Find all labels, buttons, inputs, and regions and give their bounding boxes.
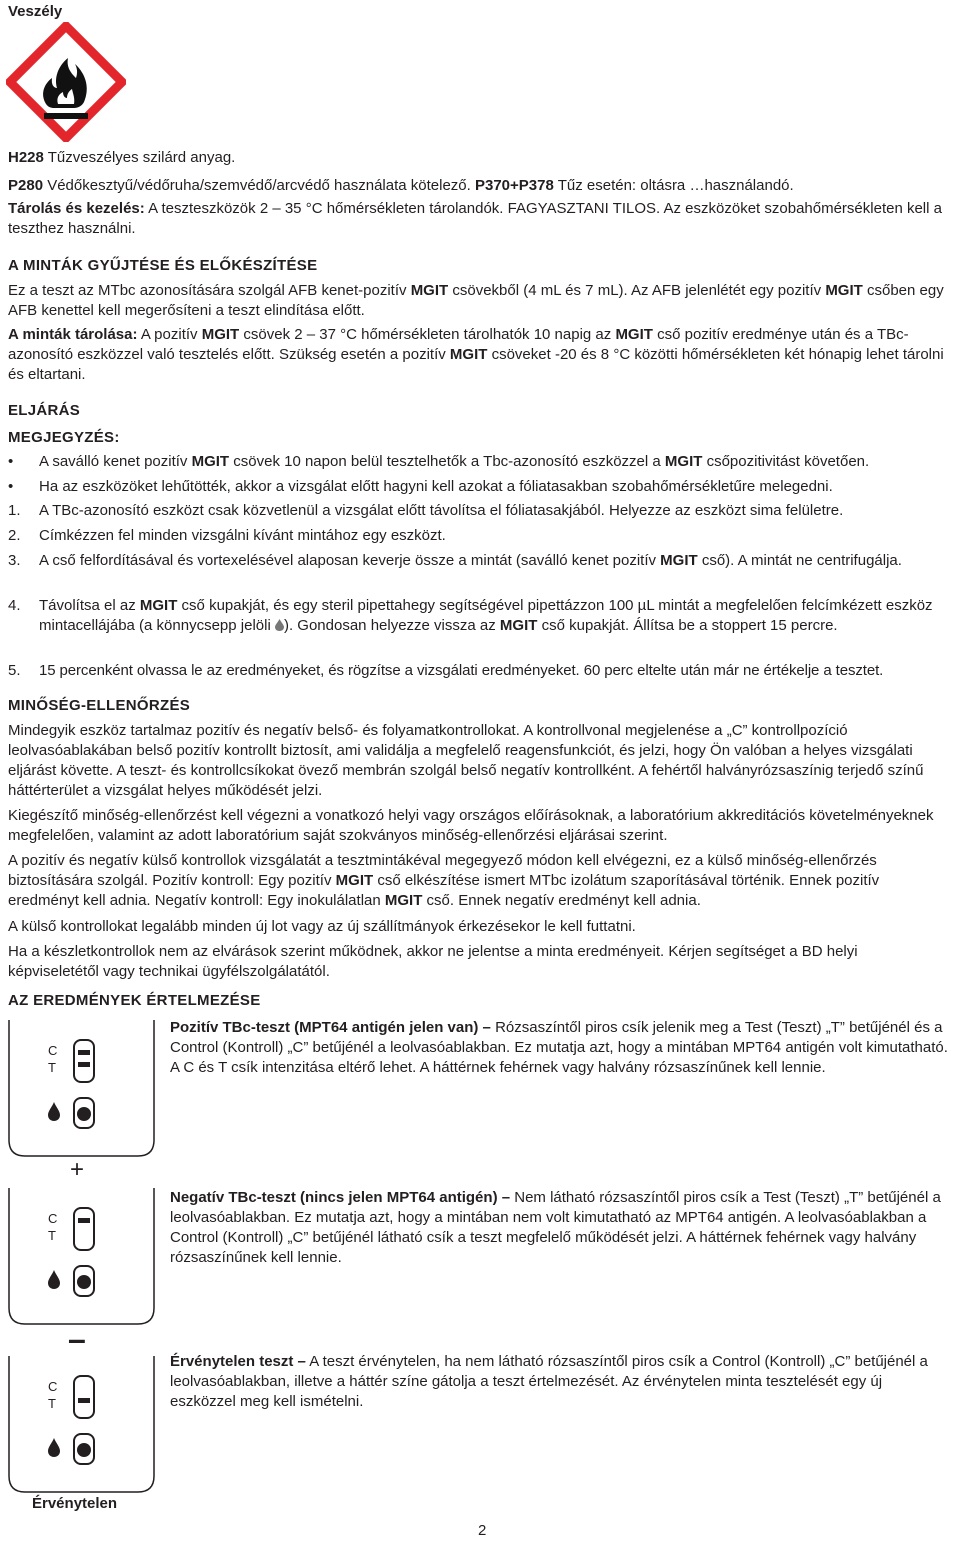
test-letter: T — [48, 1060, 56, 1075]
qc-paragraph-5: Ha a készletkontrollok nem az elvárások szerint működnek, akkor ne jelentse a minta eredményeit. Kérjen segítséget a BD helyi képviseletétől vagy technikai ügyfélszolgálatától. — [8, 943, 858, 980]
positive-device-illustration — [8, 1020, 156, 1158]
invalid-caption: Érvénytelen — [32, 1495, 118, 1512]
bullet-mark: • — [8, 453, 14, 470]
negative-description: Negatív TBc-teszt (nincs jelen MPT64 antigén) – Nem látható rózsaszíntől piros csík a Test (Teszt) „T” betűjénél a leolvasóablakban. Ez mutatja azt, hogy a mintában nem volt kimutatható az MPT64 antigén. A leolvasóablakban a Control (Kontroll) „C” betűjénél látható csík a teszt megfelelő működését jelzi. A háttérnek fehérnek vagy halvány rózsaszínűnek kell lennie. — [170, 1189, 941, 1266]
step-number: 1. — [8, 502, 21, 519]
qc-paragraph-3: A pozitív és negatív külső kontrollok vizsgálatát a tesztmintákéval megegyező módon kell elvégezni, ez a külső minőség-ellenőrzés biztosítására szolgál. Pozitív kontroll: Egy pozitív MGIT cső elkészítése ismert MTbc izolátum szaporításával történik. Ennek pozitív eredményt kell adnia. Negatív kontroll: Egy inokulálatlan MGIT cső. Ennek negatív eredményt kell adnia. — [8, 852, 880, 909]
qc-paragraph-2: Kiegészítő minőség-ellenőrzést kell végezni a vonatkozó helyi vagy országos előírásoknak, a laboratórium akkreditációs követelményeknek megfelelően, valamint az adott laboratórium saját szokványos minőség-ellenőrzési eljárásai szerint. — [8, 807, 934, 844]
note-bullet-2: Ha az eszközöket lehűtötték, akkor a vizsgálat előtt hagyni kell azokat a fóliatasakban szobahőmérsékletűre melegedni. — [39, 478, 833, 495]
positive-sign: + — [70, 1156, 85, 1183]
step-2: Címkézzen fel minden vizsgálni kívánt mintához egy eszközt. — [39, 527, 446, 544]
invalid-description: Érvénytelen teszt – A teszt érvénytelen, ha nem látható rózsaszíntől piros csík a Control (Kontroll) „C” betűjénél a leolvasóablakban, illetve a háttér színe gátolja a teszt értelmezését. Az érvénytelen minta tesztelését egy új eszközzel meg kell ismételni. — [170, 1353, 928, 1410]
negative-sign: – — [68, 1321, 86, 1357]
note-bullet-1: A saválló kenet pozitív MGIT csövek 10 napon belül tesztelhetők a Tbc-azonosító eszközzel a MGIT csőpozitivitást követően. — [39, 453, 870, 470]
sample-heading: A MINTÁK GYŰJTÉSE ÉS ELŐKÉSZÍTÉSE — [8, 257, 318, 274]
step-1: A TBc-azonosító eszközt csak közvetlenül a vizsgálat előtt távolítsa el fóliatasakjából. Helyezze az eszközt sima felületre. — [39, 502, 844, 519]
step-number: 3. — [8, 552, 21, 569]
step-3: A cső felfordításával és vortexelésével alaposan keverje össze a mintát (saválló kenet pozitív MGIT cső). A mintát ne centrifugálja. — [39, 552, 902, 569]
results-heading: AZ EREDMÉNYEK ÉRTELMEZÉSE — [8, 992, 261, 1009]
teardrop-icon — [275, 619, 284, 631]
invalid-device-illustration — [8, 1356, 156, 1494]
step-4: Távolítsa el az MGIT cső kupakját, és egy steril pipettahegy segítségével pipettázzon 100 µL mintát a megfelelően felcímkézett eszköz mintacellájába (a könnycsepp jelöli ). Gondosan helyezze vissza az MGIT cső kupakját. Állítsa be a stoppert 15 percre. — [39, 597, 933, 634]
test-letter: T — [48, 1396, 56, 1411]
test-letter: T — [48, 1228, 56, 1243]
step-number: 5. — [8, 662, 21, 679]
control-letter: C — [48, 1043, 58, 1058]
qc-heading: MINŐSÉG-ELLENŐRZÉS — [8, 697, 191, 714]
signal-word: Veszély — [8, 3, 63, 20]
flame-pictogram-icon — [6, 22, 126, 142]
step-number: 2. — [8, 527, 21, 544]
bullet-mark: • — [8, 478, 14, 495]
hazard-p280: P280 Védőkesztyű/védőruha/szemvédő/arcvédő használata kötelező. P370+P378 Tűz esetén: oltásra …használandó. — [8, 177, 794, 194]
step-5: 15 percenként olvassa le az eredményeket, és rögzítse a vizsgálati eredményeket. 60 perc eltelte után már ne értékelje a tesztet. — [39, 662, 884, 679]
sample-paragraph-2: A minták tárolása: A pozitív MGIT csövek 2 – 37 °C hőmérsékleten tárolhatók 10 napig az MGIT cső pozitív eredménye után és a TBc-azonosító eszközzel való tesztelés előtt. Szükség esetén a pozitív MGIT csöveket -20 és 8 °C közötti hőmérsékleten két hónapig lehet tárolni és eltartani. — [8, 326, 944, 383]
positive-description: Pozitív TBc-teszt (MPT64 antigén jelen van) – Rózsaszíntől piros csík jelenik meg a Test (Teszt) „T” betűjénél és a Control (Kontroll) „C” betűjénél a leolvasóablakban. Ez mutatja azt, hogy a mintában MPT64 antigén volt kimutatható. A C és T csík intenzitása eltérő lehet. A háttérnek fehérnek vagy halvány rózsaszínűnek kell lennie. — [170, 1019, 948, 1076]
sample-paragraph-1: Ez a teszt az MTbc azonosítására szolgál AFB kenet-pozitív MGIT csövekből (4 mL és 7 mL). Az AFB jelenlétét egy pozitív MGIT csőben egy AFB kenettel kell megerősíteni a teszt elindítása előtt. — [8, 282, 944, 319]
procedure-heading: ELJÁRÁS — [8, 402, 81, 419]
control-letter: C — [48, 1379, 58, 1394]
qc-paragraph-4: A külső kontrollokat legalább minden új lot vagy az új szállítmányok érkezésekor le kell futtatni. — [8, 918, 636, 935]
qc-paragraph-1: Mindegyik eszköz tartalmaz pozitív és negatív belső- és folyamatkontrollokat. A kontrollvonal megjelenése a „C” kontrollpozíció leolvasóablakában belső pozitív kontrollt biztosít, ami validálja a megfelelő reagensfunkciót, és jelzi, hogy Ön valóban a helyes vizsgálati eljárást követte. A teszt- és kontrollcsíkokat övező membrán szolgál belső negatív kontrollként. A fehértől halványrózsaszínig terjedő színű háttérterület a vizsgálat helyes működését jelzi. — [8, 722, 924, 799]
storage-paragraph: Tárolás és kezelés: A teszteszközök 2 – 35 °C hőmérsékleten tárolandók. FAGYASZTANI TILOS. Az eszközöket szobahőmérsékleten kell a teszthez használni. — [8, 200, 942, 237]
control-letter: C — [48, 1211, 58, 1226]
note-heading: MEGJEGYZÉS: — [8, 429, 120, 446]
negative-device-illustration — [8, 1188, 156, 1326]
step-number: 4. — [8, 597, 21, 614]
page-number: 2 — [478, 1522, 487, 1539]
hazard-h228: H228 Tűzveszélyes szilárd anyag. — [8, 149, 236, 166]
